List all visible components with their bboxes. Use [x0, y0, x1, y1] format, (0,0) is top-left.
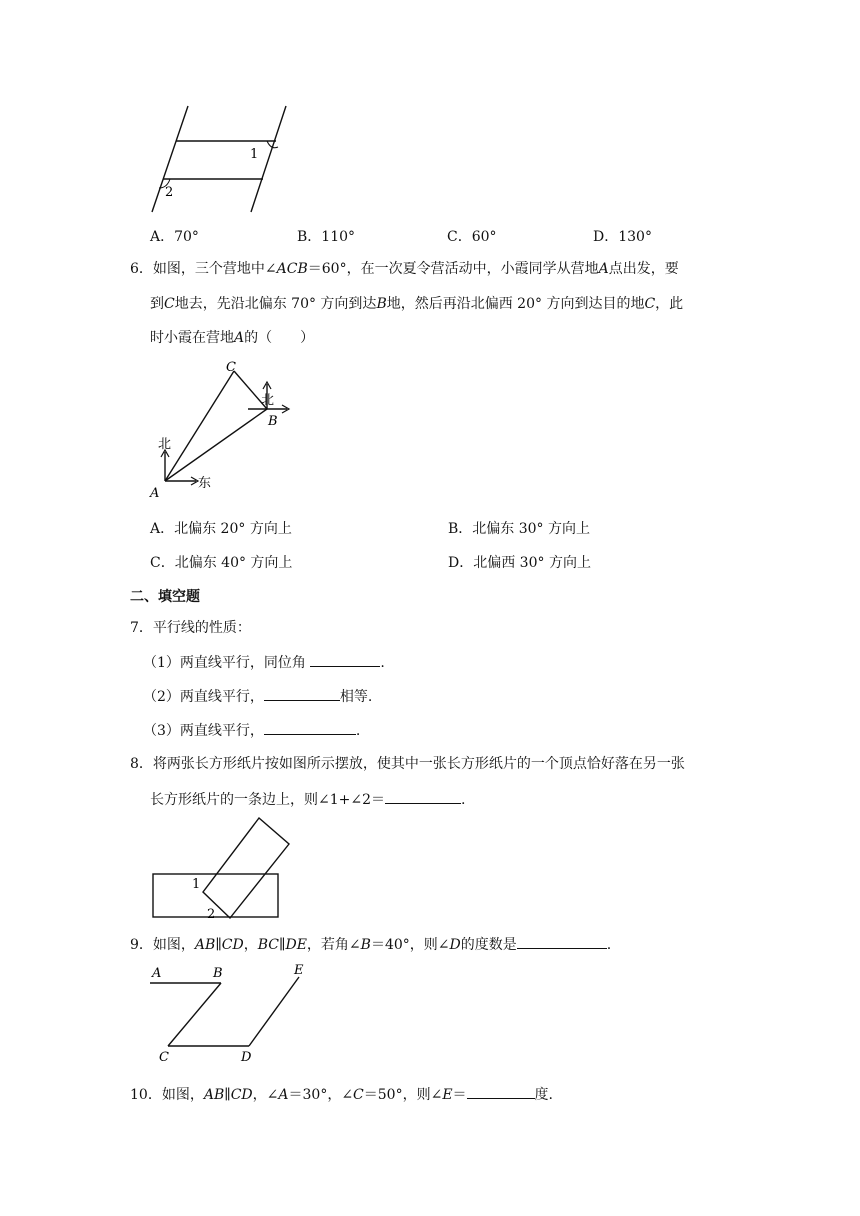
q9-blank[interactable] [517, 934, 607, 949]
q8-blank[interactable] [385, 789, 461, 804]
q6-point-b-label: B [268, 414, 278, 429]
q5-figure [145, 100, 295, 220]
q5-option-c[interactable]: C．60° [447, 229, 497, 245]
q5-angle2-label: 2 [165, 185, 174, 200]
q9-stem: 9．如图，AB∥CD，BC∥DE，若角∠B＝40°，则∠D的度数是 . [130, 934, 611, 955]
q9-point-d-label: D [241, 1050, 252, 1065]
q8-angle2-label: 2 [207, 907, 216, 922]
q6-point-c-label: C [226, 360, 236, 375]
q9-segment-de [249, 977, 299, 1046]
q9-segment-bc [168, 983, 221, 1046]
q9-figure [145, 960, 320, 1065]
q7-blank1[interactable] [310, 652, 380, 667]
q9-point-a-label: A [152, 966, 162, 981]
q6-stem-line3: 时小霞在营地A的（ ） [150, 330, 315, 346]
q7-blank3[interactable] [264, 720, 356, 735]
q8-angle1-label: 1 [192, 877, 201, 892]
q6-segment-ac [165, 371, 234, 481]
q6-segment-ab [165, 409, 267, 481]
q6-figure [140, 355, 320, 505]
q6-north-label-a: 北 [158, 437, 172, 452]
q8-tilted-rectangle [203, 818, 289, 918]
q8-stem-line1: 8．将两张长方形纸片按如图所示摆放，使其中一张长方形纸片的一个顶点恰好落在另一张 [130, 756, 685, 772]
q9-point-c-label: C [159, 1050, 169, 1065]
q6-option-c[interactable]: C．北偏东 40° 方向上 [150, 555, 293, 571]
q7-stem: 7．平行线的性质： [130, 620, 251, 636]
q6-option-b[interactable]: B．北偏东 30° 方向上 [448, 521, 591, 537]
q6-stem-line2: 到C地去，先沿北偏东 70° 方向到达B地，然后再沿北偏西 20° 方向到达目的地C，此 [150, 296, 684, 312]
q5-option-a[interactable]: A．70° [150, 229, 199, 245]
q6-north-label-b: 北 [261, 393, 275, 408]
q6-option-d[interactable]: D．北偏西 30° 方向上 [448, 555, 591, 571]
q6-stem-line1: 6．如图，三个营地中∠ACB＝60°，在一次夏令营活动中，小霞同学从营地A点出发，要 [130, 261, 679, 277]
q7-blank2[interactable] [264, 686, 340, 701]
q9-point-b-label: B [213, 966, 223, 981]
q6-option-a[interactable]: A．北偏东 20° 方向上 [150, 521, 292, 537]
q10-stem: 10．如图，AB∥CD，∠A＝30°，∠C＝50°，则∠E＝ 度. [130, 1084, 553, 1105]
q6-east-label: 东 [198, 476, 212, 491]
q10-blank[interactable] [467, 1084, 535, 1099]
q6-point-a-label: A [150, 486, 160, 501]
q9-point-e-label: E [294, 963, 304, 978]
q7-part1: （1）两直线平行，同位角 . [143, 652, 385, 673]
q7-part2: （2）两直线平行， 相等. [143, 686, 372, 707]
q5-angle1-label: 1 [250, 147, 259, 162]
q8-figure [145, 808, 305, 928]
q5-option-b[interactable]: B．110° [297, 229, 356, 245]
section-title-fill-in: 二、填空题 [130, 589, 200, 605]
q8-stem-line2: 长方形纸片的一条边上，则∠1+∠2＝ . [150, 789, 465, 810]
q5-option-d[interactable]: D．130° [593, 229, 652, 245]
q7-part3: （3）两直线平行， . [143, 720, 360, 741]
